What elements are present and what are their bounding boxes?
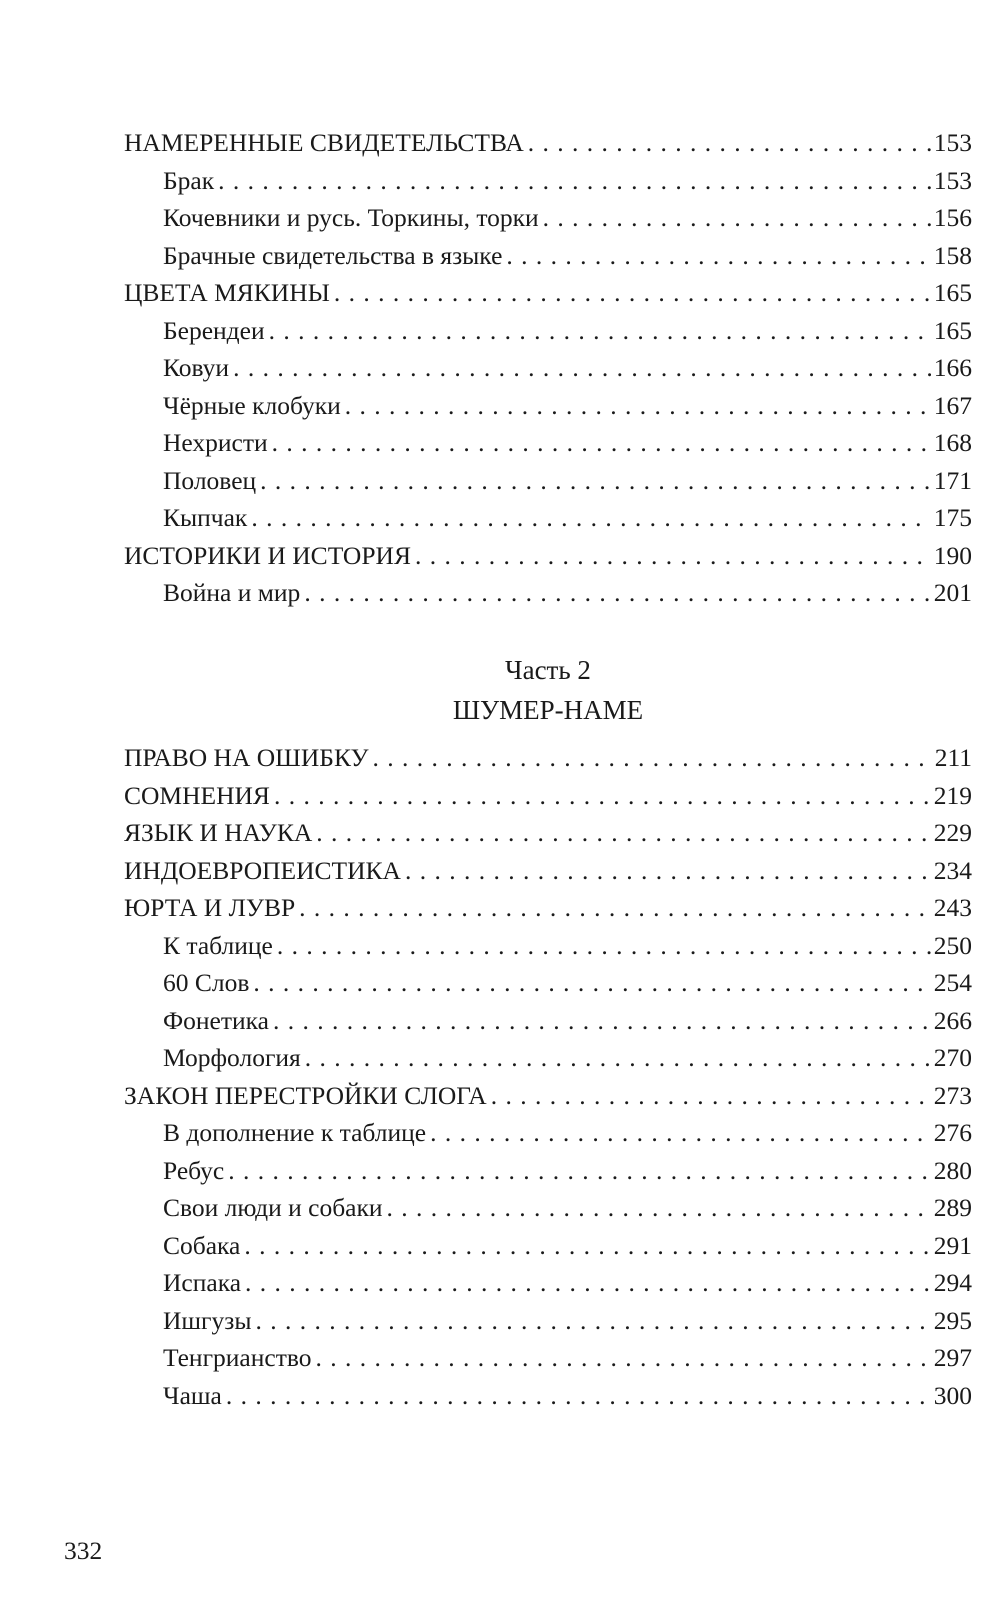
dot-leader xyxy=(415,537,931,575)
toc-entry-title: Фонетика xyxy=(163,1005,269,1035)
toc-chapter-entry xyxy=(124,777,972,815)
dot-leader xyxy=(251,499,930,537)
toc-subentry xyxy=(124,1114,972,1152)
toc-entry-title: ИНДОЕВРОПЕИСТИКА xyxy=(124,855,401,885)
dot-leader xyxy=(277,927,931,965)
dot-leader xyxy=(299,889,931,927)
toc-entry-title: Брачные свидетельства в языке xyxy=(163,240,503,270)
toc-chapter-entry xyxy=(124,814,972,852)
dot-leader xyxy=(315,1339,930,1377)
toc-entry-title: ЯЗЫК И НАУКА xyxy=(124,818,313,847)
dot-leader xyxy=(273,1002,931,1040)
toc-entry-page-number: 300 xyxy=(933,1380,972,1410)
toc-entry-title: Чаша xyxy=(163,1380,222,1410)
toc-subentry xyxy=(124,1039,972,1077)
toc-chapter-entry xyxy=(124,739,972,777)
dot-leader xyxy=(528,124,931,162)
dot-leader xyxy=(255,1302,930,1340)
toc-entry-page-number: 243 xyxy=(933,893,972,922)
dot-leader xyxy=(233,349,931,387)
toc-entry-title: Кыпчак xyxy=(163,503,248,532)
toc-entry-page-number: 266 xyxy=(933,1005,972,1035)
toc-subentry xyxy=(124,1264,972,1302)
toc-subentry xyxy=(124,462,972,500)
toc-entry-title: Кочевники и русь. Торкины, торки xyxy=(163,203,539,232)
toc-entry-page-number: 270 xyxy=(933,1043,972,1072)
toc-chapter-entry xyxy=(124,1077,972,1115)
toc-entry-page-number: 291 xyxy=(933,1230,972,1260)
toc-entry-page-number: 190 xyxy=(933,540,972,570)
dot-leader xyxy=(272,424,931,462)
toc-section-part-1 xyxy=(124,124,972,612)
toc-subentry xyxy=(124,237,972,275)
toc-chapter-entry xyxy=(124,124,972,162)
toc-subentry xyxy=(124,1302,972,1340)
toc-entry-page-number: 153 xyxy=(933,128,972,157)
toc-entry-page-number: 211 xyxy=(934,743,972,772)
toc-chapter-entry xyxy=(124,889,972,927)
toc-entry-title: Брак xyxy=(163,165,215,195)
toc-entry-page-number: 276 xyxy=(933,1118,972,1147)
toc-entry-page-number: 234 xyxy=(933,855,972,885)
dot-leader xyxy=(245,1264,931,1302)
toc-entry-page-number: 297 xyxy=(933,1343,972,1372)
dot-leader xyxy=(304,574,930,612)
dot-leader xyxy=(405,852,931,890)
toc-subentry xyxy=(124,1339,972,1377)
toc-subentry xyxy=(124,964,972,1002)
dot-leader xyxy=(316,814,930,852)
toc-entry-page-number: 175 xyxy=(933,503,972,532)
toc-entry-title: К таблице xyxy=(163,930,273,960)
toc-subentry xyxy=(124,927,972,965)
toc-chapter-entry xyxy=(124,274,972,312)
dot-leader xyxy=(387,1189,931,1227)
toc-subentry xyxy=(124,1377,972,1415)
toc-entry-page-number: 168 xyxy=(933,428,972,457)
toc-entry-page-number: 167 xyxy=(933,390,972,420)
dot-leader xyxy=(543,199,931,237)
toc-entry-page-number: 219 xyxy=(933,780,972,810)
toc-subentry xyxy=(124,574,972,612)
toc-entry-page-number: 294 xyxy=(933,1268,972,1297)
dot-leader xyxy=(334,274,931,312)
toc-entry-title: Испака xyxy=(163,1268,242,1297)
dot-leader xyxy=(491,1077,931,1115)
dot-leader xyxy=(244,1227,930,1265)
toc-entry-title: Ковуи xyxy=(163,353,230,382)
toc-entry-title: ЦВЕТА МЯКИНЫ xyxy=(124,278,330,307)
toc-entry-page-number: 201 xyxy=(933,578,972,607)
dot-leader xyxy=(260,462,931,500)
toc-entry-title: Собака xyxy=(163,1230,241,1260)
toc-subentry xyxy=(124,1189,972,1227)
toc-entry-page-number: 156 xyxy=(933,203,972,232)
dot-leader xyxy=(345,387,931,425)
toc-entry-page-number: 295 xyxy=(933,1305,972,1335)
toc-entry-title: Свои люди и собаки xyxy=(163,1193,383,1222)
toc-entry-title: СОМНЕНИЯ xyxy=(124,780,270,810)
toc-chapter-entry xyxy=(124,537,972,575)
dot-leader xyxy=(226,1377,931,1415)
toc-entry-page-number: 171 xyxy=(933,465,972,495)
toc-entry-title: Война и мир xyxy=(163,578,301,607)
toc-entry-title: ИСТОРИКИ И ИСТОРИЯ xyxy=(124,540,411,570)
toc-entry-title: Ребус xyxy=(163,1155,225,1185)
toc-entry-title: ЮРТА И ЛУВР xyxy=(124,893,296,922)
toc-subentry xyxy=(124,199,972,237)
toc-subentry xyxy=(124,424,972,462)
toc-entry-page-number: 254 xyxy=(933,968,972,997)
toc-entry-title: Морфология xyxy=(163,1043,301,1072)
dot-leader xyxy=(373,739,932,777)
toc-entry-page-number: 250 xyxy=(933,930,972,960)
toc-entry-page-number: 229 xyxy=(933,818,972,847)
toc-subentry xyxy=(124,162,972,200)
toc-chapter-entry xyxy=(124,852,972,890)
part-title: ШУМЕР-НАМЕ xyxy=(452,695,644,725)
toc-entry-title: ПРАВО НА ОШИБКУ xyxy=(124,743,369,772)
dot-leader xyxy=(305,1039,931,1077)
toc-entry-page-number: 165 xyxy=(933,278,972,307)
dot-leader xyxy=(218,162,931,200)
toc-entry-page-number: 273 xyxy=(933,1080,972,1110)
dot-leader xyxy=(228,1152,931,1190)
dot-leader xyxy=(253,964,930,1002)
toc-entry-page-number: 153 xyxy=(933,165,972,195)
toc-entry-title: НАМЕРЕННЫЕ СВИДЕТЕЛЬСТВА xyxy=(124,128,524,157)
toc-entry-title: Берендеи xyxy=(163,315,265,345)
toc-entry-title: Половец xyxy=(163,465,257,495)
toc-entry-title: Нехристи xyxy=(163,428,268,457)
toc-entry-page-number: 158 xyxy=(933,240,972,270)
toc-subentry xyxy=(124,499,972,537)
toc-entry-page-number: 165 xyxy=(933,315,972,345)
toc-entry-title: В дополнение к таблице xyxy=(163,1118,427,1147)
toc-section-part-2 xyxy=(124,739,972,1414)
toc-subentry xyxy=(124,1152,972,1190)
toc-entry-page-number: 289 xyxy=(933,1193,972,1222)
toc-entry-title: ЗАКОН ПЕРЕСТРОЙКИ СЛОГА xyxy=(124,1080,487,1110)
page-number: 332 xyxy=(64,1536,103,1565)
toc-entry-title: 60 Слов xyxy=(163,968,250,997)
dot-leader xyxy=(430,1114,931,1152)
dot-leader xyxy=(506,237,930,275)
toc-subentry xyxy=(124,1002,972,1040)
dot-leader xyxy=(269,312,931,350)
part-heading xyxy=(124,650,972,730)
toc-subentry xyxy=(124,387,972,425)
toc-subentry xyxy=(124,349,972,387)
toc-entry-title: Ишгузы xyxy=(163,1305,252,1335)
toc-subentry xyxy=(124,312,972,350)
toc-entry-page-number: 166 xyxy=(933,353,972,382)
toc-entry-title: Тенгрианство xyxy=(163,1343,312,1372)
toc-subentry xyxy=(124,1227,972,1265)
dot-leader xyxy=(274,777,931,815)
toc-entry-page-number: 280 xyxy=(933,1155,972,1185)
toc-entry-title: Чёрные клобуки xyxy=(163,390,341,420)
part-number: Часть 2 xyxy=(505,655,591,685)
